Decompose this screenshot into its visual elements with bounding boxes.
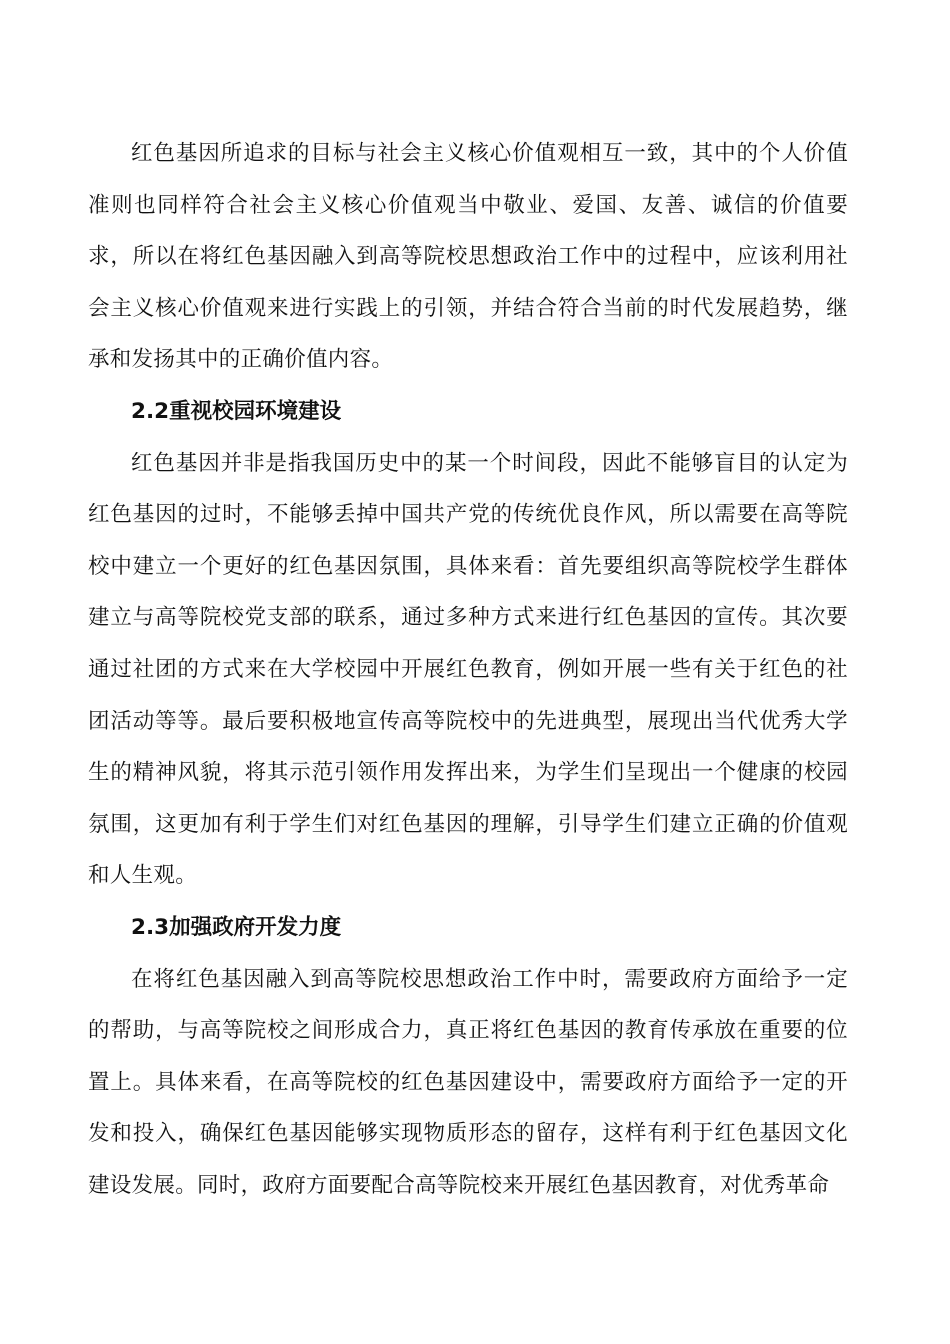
body-paragraph: 红色基因并非是指我国历史中的某一个时间段，因此不能够盲目的认定为红色基因的过时，不能够丢掉中国共产党的传统优良作风，所以需要在高等院校中建立一个更好的红色基因氛围，具体来看：首先要组织高等院校学生群体建立与高等院校党支部的联系，通过多种方式来进行红色基因的宣传。其次要通过社团的方式来在大学校园中开展红色教育，例如开展一些有关于红色的社团活动等等。最后要积极地宣传高等院校中的先进典型，展现出当代优秀大学生的精神风貌，将其示范引领作用发挥出来，为学生们呈现出一个健康的校园氛围，这更加有利于学生们对红色基因的理解，引导学生们建立正确的价值观和人生观。 — [88, 450, 848, 889]
section-heading-2-3: 2.3加强政府开发力度 — [131, 914, 342, 940]
body-paragraph: 红色基因所追求的目标与社会主义核心价值观相互一致，其中的个人价值准则也同样符合社会主义核心价值观当中敬业、爱国、友善、诚信的价值要求，所以在将红色基因融入到高等院校思想政治工作中的过程中，应该利用社会主义核心价值观来进行实践上的引领，并结合符合当前的时代发展趋势，继承和发扬其中的正确价值内容。 — [88, 141, 848, 373]
document-page — [88, 128, 848, 1211]
section-heading-2-2: 2.2重视校园环境建设 — [131, 398, 342, 424]
body-paragraph: 在将红色基因融入到高等院校思想政治工作中时，需要政府方面给予一定的帮助，与高等院校之间形成合力，真正将红色基因的教育传承放在重要的位置上。具体来看，在高等院校的红色基因建设中，需要政府方面给予一定的开发和投入，确保红色基因能够实现物质形态的留存，这样有利于红色基因文化建设发展。同时，政府方面要配合高等院校来开展红色基因教育，对优秀革命 — [88, 966, 848, 1198]
